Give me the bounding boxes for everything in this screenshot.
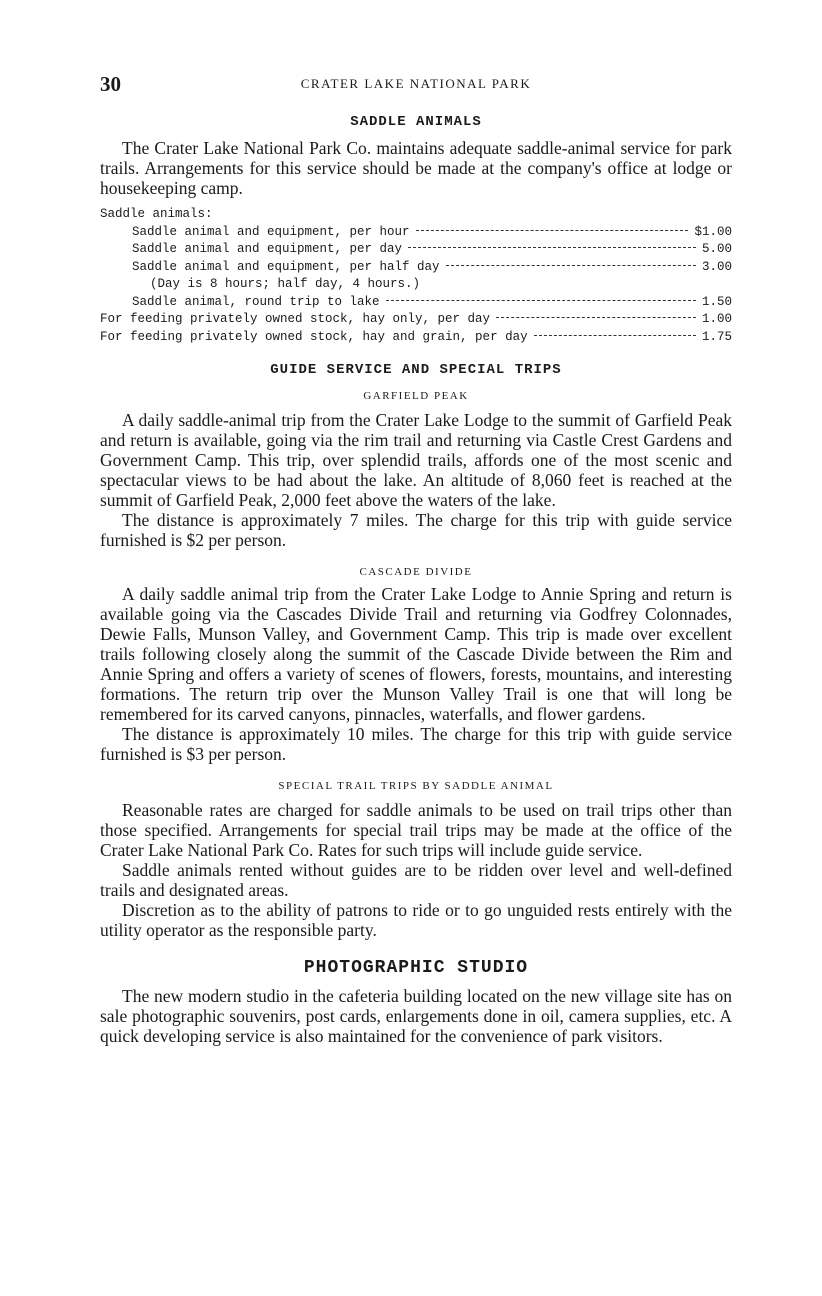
rate-price: 1.50 (701, 294, 732, 309)
special-discretion-paragraph: Discretion as to the ability of patrons to ride or to go unguided rests entirely with the utility operator as the responsible party. (100, 900, 732, 940)
rates-table (100, 206, 732, 346)
rates-title-row (100, 206, 732, 224)
garfield-peak-heading: GARFIELD PEAK (363, 390, 469, 402)
rate-price: $1.00 (694, 224, 732, 239)
guide-service-heading: GUIDE SERVICE AND SPECIAL TRIPS (270, 362, 562, 378)
special-unguided-paragraph: Saddle animals rented without guides are to be ridden over level and well-defined trails and designated areas. (100, 860, 732, 900)
rate-row: For feeding privately owned stock, hay only, per day 1.00 (100, 311, 732, 329)
rate-row: Saddle animal and equipment, per day 5.00 (100, 241, 732, 259)
rate-price: 5.00 (701, 242, 732, 256)
saddle-intro: The Crater Lake National Park Co. maintains adequate saddle-animal service for park trails. Arrangements for this service should be made at the company's office at lodge or housekeeping camp. (100, 138, 732, 198)
rates-note: (Day is 8 hours; half day, 4 hours.) (150, 277, 421, 291)
photo-paragraph: The new modern studio in the cafeteria building located on the new village site has on sale photographic souvenirs, post cards, enlargements done in oil, camera supplies, etc. A quick developing service is also maintained for the convenience of park visitors. (100, 986, 732, 1046)
rate-row: Saddle animal and equipment, per half day 3.00 (100, 259, 732, 277)
running-title: CRATER LAKE NATIONAL PARK (300, 76, 532, 91)
saddle-animals-heading: SADDLE ANIMALS (350, 114, 482, 130)
garfield-distance-paragraph: The distance is approximately 7 miles. The charge for this trip with guide service furnished is $2 per person. (100, 510, 732, 550)
page-content (100, 112, 732, 1046)
photographic-studio-heading: PHOTOGRAPHIC STUDIO (303, 958, 529, 978)
rate-row: Saddle animal and equipment, per hour $1.00 (100, 224, 732, 242)
page-number: 30 (100, 72, 121, 96)
rates-title: Saddle animals: (100, 207, 213, 221)
garfield-paragraph: A daily saddle-animal trip from the Crater Lake Lodge to the summit of Garfield Peak and return is available, going via the rim trail and returning via Castle Crest Gardens and Government Camp. This trip, over splendid trails, affords one of the most scenic and spectacular views to be had about the lake. An altitude of 8,060 feet is reached at the summit of Garfield Peak, 2,000 feet above the waters of the lake. (100, 410, 732, 510)
rate-price: 1.75 (701, 329, 732, 344)
cascade-distance-paragraph: The distance is approximately 10 miles. The charge for this trip with guide service furnished is $3 per person. (100, 724, 732, 764)
special-paragraph: Reasonable rates are charged for saddle animals to be used on trail trips other than those specified. Arrangements for special trail trips may be made at the office of the Crater Lake National Park Co. Rates for such trips will include guide service. (100, 800, 732, 860)
rate-row: Saddle animal, round trip to lake 1.50 (100, 294, 732, 312)
rates-note-row (100, 276, 732, 294)
cascade-divide-heading: CASCADE DIVIDE (359, 566, 473, 578)
rate-price: 3.00 (701, 259, 732, 274)
cascade-paragraph: A daily saddle animal trip from the Crater Lake Lodge to Annie Spring and return is available going via the Cascades Divide Trail and returning via Godfrey Colonnades, Dewie Falls, Munson Valley, and Government Camp. This trip is made over excellent trails following closely along the summit of the Cascade Divide between the Rim and Annie Spring and offers a variety of scenes of flowers, forests, mountains, and interesting formations. The return trip over the Munson Valley Trail is one that will long be remembered for its carved canyons, pinnacles, waterfalls, and flower gardens. (100, 584, 732, 724)
running-head (100, 72, 732, 96)
rate-row: For feeding privately owned stock, hay and grain, per day 1.75 (100, 329, 732, 347)
rate-price: 1.00 (701, 312, 732, 326)
special-trips-heading: SPECIAL TRAIL TRIPS BY SADDLE ANIMAL (278, 780, 554, 792)
